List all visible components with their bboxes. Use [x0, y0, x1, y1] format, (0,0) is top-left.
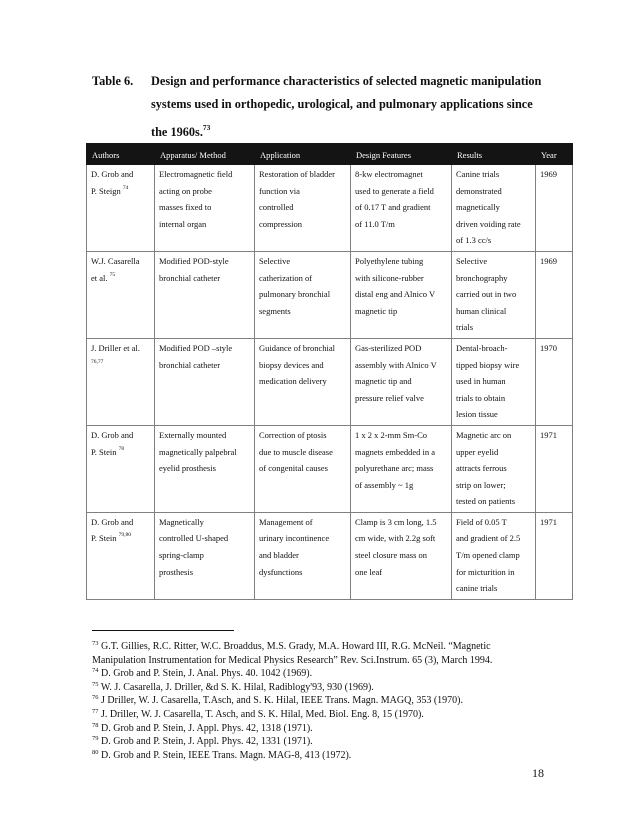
cell-line: Polyethylene tubing	[355, 255, 424, 266]
cell-authors	[87, 425, 155, 512]
footnote-number: 75	[92, 680, 99, 688]
cell-line: demonstrated	[456, 185, 502, 196]
footnote-line	[92, 654, 572, 668]
author-line: D. Grob and	[91, 516, 134, 527]
cell-line: bronchography	[456, 272, 508, 283]
characteristics-table	[86, 143, 573, 600]
header-application: Application	[255, 144, 351, 165]
cell-application	[255, 251, 351, 338]
footnote-number: 79	[92, 735, 99, 743]
cell-line: urinary incontinence	[259, 533, 330, 544]
cell-line: masses fixed to	[159, 202, 212, 213]
cell-line: used in human	[456, 376, 506, 387]
author-ref: 78	[118, 445, 125, 452]
footnotes	[92, 640, 572, 762]
cell-line: Magnetic arc on	[456, 429, 512, 440]
cell-line: prosthesis	[159, 566, 193, 577]
cell-line: controlled	[259, 202, 294, 213]
cell-line: Management of	[259, 516, 313, 527]
cell-line: magnetically palpebral	[159, 446, 237, 457]
cell-line: internal organ	[159, 218, 207, 229]
cell-line: pressure relief valve	[355, 392, 424, 403]
cell-line: and gradient of 2.5	[456, 533, 521, 544]
cell-line: trials to obtain	[456, 392, 506, 403]
cell-line: tested on patients	[456, 496, 516, 507]
footnote-text: D. Grob and P. Stein, J. Appl. Phys. 42, 1331 (1971).	[101, 736, 313, 748]
footnote-number: 73	[92, 640, 99, 647]
cell-results	[452, 425, 536, 512]
table-row	[87, 251, 573, 338]
footnote-number: 80	[92, 748, 99, 756]
cell-design	[351, 512, 452, 599]
cell-year	[536, 251, 573, 338]
cell-line: assembly with Alnico V	[355, 359, 437, 370]
cell-line: bronchial catheter	[159, 272, 221, 283]
caption-text-3: the 1960s.	[151, 125, 203, 139]
cell-authors	[87, 165, 155, 252]
cell-design	[351, 251, 452, 338]
cell-line: of assembly ~ 1g	[355, 479, 414, 490]
footnote-text: J. Driller, W. J. Casarella, T. Asch, and S. K. Hilal, Med. Biol. Eng. 8, 15 (1970).	[101, 708, 424, 720]
header-results: Results	[452, 144, 536, 165]
year-value: 1971	[540, 429, 557, 440]
table-row	[87, 165, 573, 252]
cell-line: of congenital causes	[259, 463, 328, 474]
footnote-text: J Driller, W. J. Casarella, T.Asch, and S. K. Hilal, IEEE Trans. Magn. MAGQ, 353 (1970).	[101, 695, 463, 707]
footnote-number: 77	[92, 707, 99, 715]
cell-line: medication delivery	[259, 376, 327, 387]
header-method: Apparatus/ Method	[155, 144, 255, 165]
cell-line: trials	[456, 322, 473, 333]
cell-line: Correction of ptosis	[259, 429, 327, 440]
author-ref-line	[91, 357, 151, 374]
footnote-rule	[92, 630, 234, 631]
table-header-row	[87, 144, 573, 165]
cell-design	[351, 338, 452, 425]
cell-line: and bladder	[259, 550, 299, 561]
author-line-with-ref	[91, 444, 151, 461]
cell-line: eyelid prosthesis	[159, 463, 216, 474]
cell-line: lesion tissue	[456, 409, 498, 420]
cell-line: acting on probe	[159, 185, 212, 196]
cell-line: magnets embedded in a	[355, 446, 436, 457]
table-row	[87, 425, 573, 512]
cell-year	[536, 512, 573, 599]
cell-method	[155, 165, 255, 252]
cell-year	[536, 338, 573, 425]
cell-line: cm wide, with 2.2g soft	[355, 533, 436, 544]
cell-line: Electromagnetic field	[159, 169, 233, 179]
cell-line: Gas-sterilized POD	[355, 342, 422, 353]
footnote-line	[92, 735, 572, 749]
cell-method	[155, 338, 255, 425]
caption-label: Table 6.	[92, 74, 134, 88]
caption-line-3	[92, 116, 562, 144]
footnote-text: D. Grob and P. Stein, J. Anal. Phys. 40. 1042 (1969).	[101, 668, 313, 680]
table-row	[87, 512, 573, 599]
cell-line: Modified POD-style	[159, 255, 229, 266]
cell-line: magnetic tip and	[355, 376, 412, 387]
cell-application	[255, 425, 351, 512]
footnote-text: Manipulation Instrumentation for Medical Physics Research” Rev. Sci.Instrum. 65 (3), March 1994.	[92, 654, 493, 666]
cell-line: tipped biopsy wire	[456, 359, 520, 370]
author-text: P. Steign	[91, 185, 121, 196]
cell-results	[452, 338, 536, 425]
header-design: Design Features	[351, 144, 452, 165]
author-line: J. Driller et al.	[91, 342, 140, 353]
cell-line: of 0.17 T and gradient	[355, 202, 431, 213]
cell-results	[452, 512, 536, 599]
cell-line: Clamp is 3 cm long, 1.5	[355, 516, 437, 527]
cell-year	[536, 425, 573, 512]
cell-design	[351, 165, 452, 252]
cell-line: of 11.0 T/m	[355, 218, 395, 229]
footnote-line	[92, 722, 572, 736]
cell-line: Selective	[259, 255, 291, 266]
cell-line: with silicone-rubber	[355, 272, 424, 283]
year-value: 1971	[540, 516, 557, 527]
cell-line: for micturition in	[456, 566, 515, 577]
cell-results	[452, 251, 536, 338]
author-line-with-ref	[91, 183, 151, 200]
cell-line: T/m opened clamp	[456, 550, 520, 561]
cell-authors	[87, 251, 155, 338]
cell-line: strip on lower;	[456, 479, 506, 490]
footnote-line	[92, 640, 572, 654]
cell-line: Canine trials	[456, 169, 500, 179]
cell-application	[255, 512, 351, 599]
cell-line: Guidance of bronchial	[259, 342, 335, 353]
cell-line: steel closure mass on	[355, 550, 427, 561]
footnote-text: D. Grob and P. Stein, J. Appl. Phys. 42, 1318 (1971).	[101, 722, 313, 734]
footnote-line	[92, 667, 572, 681]
cell-line: Dental-broach-	[456, 342, 508, 353]
year-value: 1969	[540, 169, 557, 179]
cell-line: attracts ferrous	[456, 463, 507, 474]
cell-line: 1 x 2 x 2-mm Sm-Co	[355, 429, 428, 440]
footnote-text: G.T. Gillies, R.C. Ritter, W.C. Broaddus, M.S. Grady, M.A. Howard III, R.G. McNeil. “Magnetic	[101, 641, 491, 652]
cell-line: dysfunctions	[259, 566, 303, 577]
cell-authors	[87, 512, 155, 599]
author-ref: 76,77	[91, 358, 104, 365]
cell-line: biopsy devices and	[259, 359, 324, 370]
cell-line: Field of 0.05 T	[456, 516, 507, 527]
footnote-line	[92, 749, 572, 763]
cell-line: Externally mounted	[159, 429, 227, 440]
footnote-line	[92, 694, 572, 708]
cell-line: Magnetically	[159, 516, 204, 527]
cell-line: pulmonary bronchial	[259, 289, 331, 300]
year-value: 1969	[540, 255, 557, 266]
page-number: 18	[532, 766, 544, 780]
caption-ref: 73	[202, 123, 211, 132]
author-line: W.J. Casarella	[91, 255, 140, 266]
footnote-line	[92, 681, 572, 695]
cell-line: controlled U-shaped	[159, 533, 229, 544]
author-text: et al.	[91, 272, 108, 283]
cell-line: used to generate a field	[355, 185, 434, 196]
cell-method	[155, 251, 255, 338]
year-value: 1970	[540, 342, 557, 353]
caption-text-1: Design and performance characteristics of selected magnetic manipulation	[151, 74, 542, 88]
cell-year	[536, 165, 573, 252]
cell-line: segments	[259, 305, 291, 316]
cell-line: polyurethane arc; mass	[355, 463, 434, 474]
cell-method	[155, 425, 255, 512]
cell-line: distal eng and Alnico V	[355, 289, 436, 300]
author-ref: 79,80	[118, 532, 132, 539]
cell-line: driven voiding rate	[456, 218, 521, 229]
author-line: D. Grob and	[91, 429, 134, 440]
cell-results	[452, 165, 536, 252]
cell-line: due to muscle disease	[259, 446, 333, 457]
cell-design	[351, 425, 452, 512]
cell-line: one leaf	[355, 566, 383, 577]
footnote-number: 76	[92, 694, 99, 702]
author-ref: 75	[109, 271, 116, 278]
footnote-number: 78	[92, 721, 99, 729]
cell-line: carried out in two	[456, 289, 517, 300]
cell-application	[255, 338, 351, 425]
author-text: P. Stein	[91, 533, 117, 544]
cell-line: of 1.3 cc/s	[456, 235, 492, 246]
footnote-text: W. J. Casarella, J. Driller, &d S. K. Hilal, Radiblogy'93, 930 (1969).	[100, 681, 374, 693]
cell-line: upper eyelid	[456, 446, 499, 457]
cell-line: function via	[259, 185, 300, 196]
cell-application	[255, 165, 351, 252]
cell-line: human clinical	[456, 305, 507, 316]
cell-method	[155, 512, 255, 599]
cell-line: magnetic tip	[355, 305, 398, 316]
header-authors: Authors	[87, 144, 155, 165]
header-year: Year	[536, 144, 573, 165]
cell-authors	[87, 338, 155, 425]
caption-line-1	[92, 70, 562, 93]
cell-line: compression	[259, 218, 302, 229]
cell-line: Modified POD –style	[159, 342, 233, 353]
author-line: D. Grob and	[91, 169, 134, 179]
author-line-with-ref	[91, 530, 151, 547]
caption-line-2: systems used in orthopedic, urological, and pulmonary applications since	[151, 97, 533, 111]
cell-line: bronchial catheter	[159, 359, 221, 370]
footnote-line	[92, 708, 572, 722]
table-row	[87, 338, 573, 425]
table-body	[87, 165, 573, 600]
cell-line: 8-kw electromagnet	[355, 169, 423, 179]
cell-line: magnetically	[456, 202, 500, 213]
table-caption	[92, 70, 562, 144]
footnote-number: 74	[92, 667, 99, 675]
cell-line: Restoration of bladder	[259, 169, 336, 179]
cell-line: Selective	[456, 255, 488, 266]
author-ref: 74	[122, 184, 129, 191]
footnote-text: D. Grob and P. Stein, IEEE Trans. Magn. MAG-8, 413 (1972).	[101, 749, 352, 761]
author-text: P. Stein	[91, 446, 117, 457]
author-line-with-ref	[91, 270, 151, 287]
cell-line: catherization of	[259, 272, 313, 283]
cell-line: spring-clamp	[159, 550, 204, 561]
cell-line: canine trials	[456, 583, 498, 594]
